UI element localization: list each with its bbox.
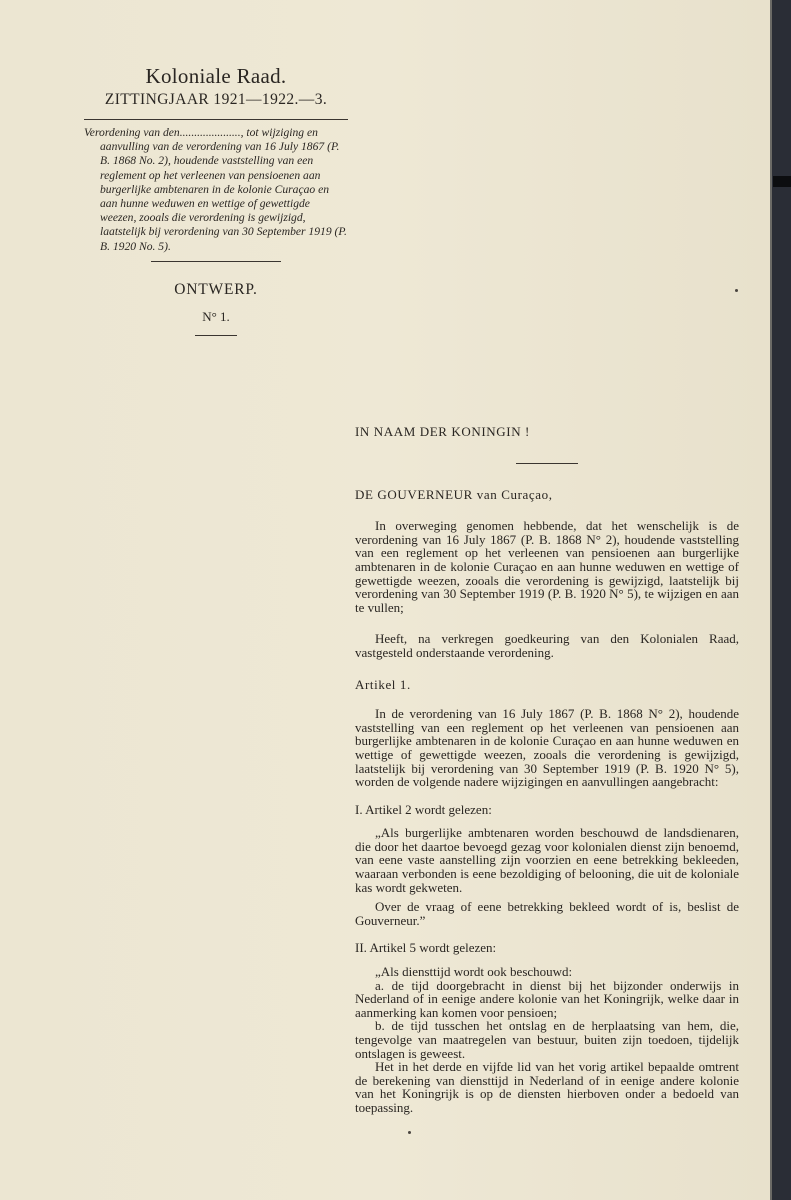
page-edge-line [770,0,772,1200]
right-column [355,425,739,1115]
scan-edge-tab [773,176,791,187]
item-two-text: „Als diensttijd wordt ook beschouwd: [375,964,573,980]
scan-speck [735,289,738,292]
item-two-c: Het in het derde en vijfde lid van het vorig artikel bepaalde omtrent de berekening van diensttijd in Nederland of in eenige andere kolonie van het Koningrijk is op de diensten hierboven onder a bedoeld van toepassing. [355,1059,739,1115]
draft-number: N° 1. [202,308,230,324]
decree-rule [151,261,281,262]
decree-title: Verordening van den....................., tot wijziging en aanvulling van de verordening van 16 July 1867 (P. B. 1868 No. 2), houdende vaststelling van een reglement op het verleenen van pensioenen aan burgerlijke ambtenaren in de kolonie Curaçao en aan hunne weduwen en wettige of gewettigde weezen, zooals die verordening is gewijzigd, laatstelijk bij verordening van 30 September 1919 (P. B. 1920 No. 5). [84,126,347,253]
number-rule [195,335,237,336]
considering-paragraph: In overweging genomen hebbende, dat het wenschelijk is de verordening van 16 July 1867 (P. B. 1868 N° 2), houdende vaststelling van een reglement op het verleenen van pensioenen aan burgerlijke ambtenaren in de kolonie Curaçao en aan hunne weduwen en wettige of gewettigde weezen, zooals die verordening is gewijzigd, laatstelijk bij verordening van 30 September 1919 (P. B. 1920 N° 5), te wijzigen en aan te vullen; [355,518,739,615]
invocation: IN NAAM DER KONINGIN ! [355,424,530,439]
item-two-a: a. de tijd doorgebracht in dienst bij het bijzonder onderwijs in Nederland of in eenige andere kolonie van het Koningrijk, welke daar in aanmerking kan komen voor pensioen; [355,977,739,1020]
invocation-rule [516,463,578,464]
header-rule [84,119,348,120]
article-heading: Artikel 1. [355,676,411,692]
item-two-b: b. de tijd tusschen het ontslag en de herplaatsing van hem, die, tengevolge van maatregelen van bestuur, buiten zijn toedoen, tijdelijk ontslagen is geweest. [355,1018,739,1061]
session-label: ZITTINGJAAR 1921—1922.—3. [104,91,328,108]
left-column [84,64,348,336]
item-one-text: „Als burgerlijke ambtenaren worden beschouwd de landsdienaren, die door het daartoe bevoegd gezag voor kolonialen dienst zijn benoemd, van eene vaste aanstelling zijn voorzien en eene betrekking bekleeden, waaraan verbonden is eene bezoldiging of belooning, die uit de koloniale kas wordt gekweten. [355,825,739,895]
scan-speck [408,1131,411,1134]
page-title: Koloniale Raad. [145,64,287,88]
draft-label: ONTWERP. [174,280,258,298]
item-two-heading: II. Artikel 5 wordt gelezen: [355,940,497,956]
item-one-heading: I. Artikel 2 wordt gelezen: [355,801,492,817]
enacted-paragraph: Heeft, na verkregen goedkeuring van den Kolonialen Raad, vastgesteld onderstaande verordening. [355,631,739,660]
governor-line: DE GOUVERNEUR van Curaçao, [355,486,553,502]
article-intro: In de verordening van 16 July 1867 (P. B. 1868 N° 2), houdende vaststelling van een reglement op het verleenen van pensioenen aan burgerlijke ambtenaren in de kolonie Curaçao en aan hunne weduwen en wettige of gewettigde weezen, zooals die verordening is gewijzigd, laatstelijk bij verordening van 30 September 1919 (P. B. 1920 N° 5), worden de volgende nadere wijzigingen en aanvullingen aangebracht: [355,706,739,790]
item-one-text-2: Over de vraag of eene betrekking bekleed wordt of is, beslist de Gouverneur.” [355,899,739,928]
